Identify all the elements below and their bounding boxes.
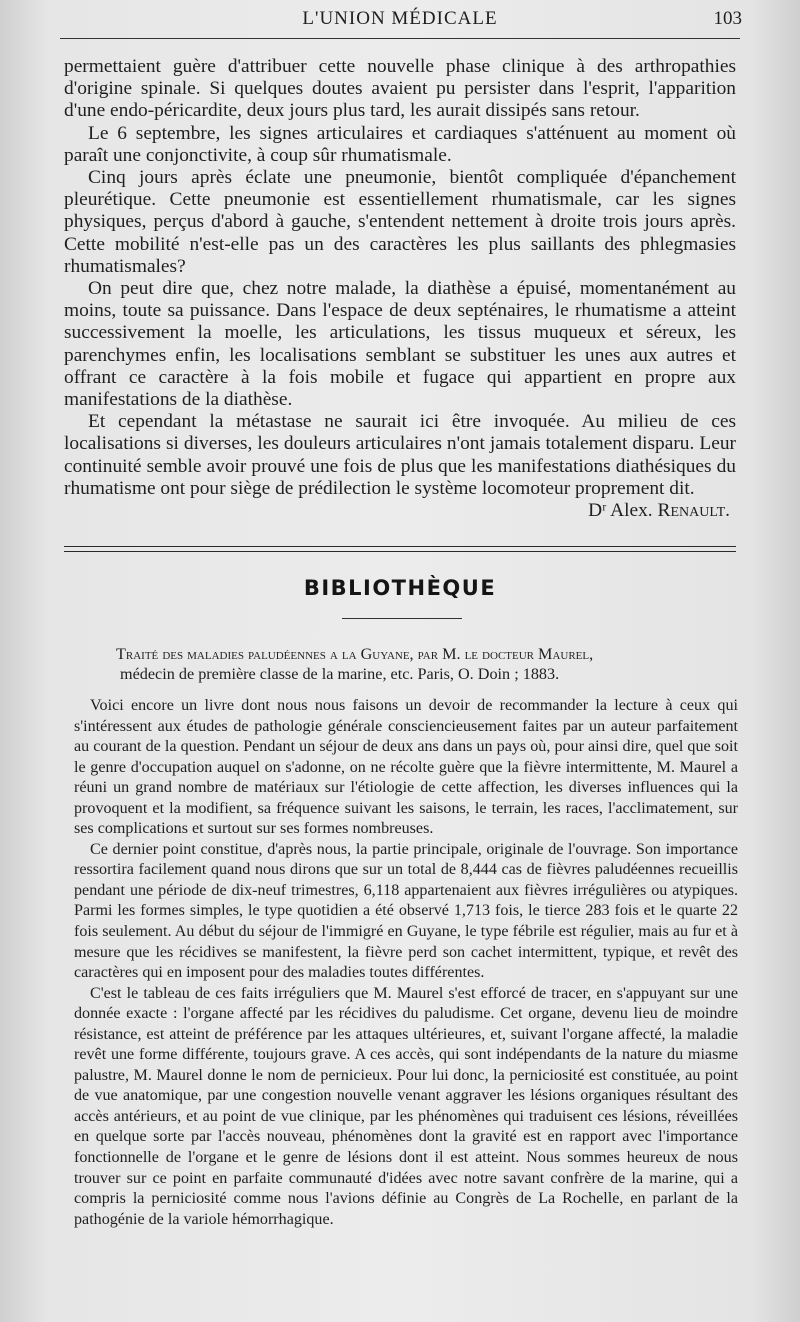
article-paragraph: On peut dire que, chez notre malade, la diathèse a épuisé, momentanément au moins, toute sa puissance. Dans l'espace de deux septénaires, le rhumatisme a atteint successivement la moelle, les articulations, les tissus muqueux et séreux, les parenchymes enfin, les localisations semblant se substituer les unes aux autres et offrant ce caractère à la fois mobile et fugace qui appartient en propre aux manifestations de la diathèse. — [64, 278, 736, 411]
header-rule — [60, 38, 740, 39]
review-paragraph: Ce dernier point constitue, d'après nous, la partie principale, originale de l'ouvrage. Son importance ressortira facilement quand nous dirons que sur un total de 8,444 cas de fièvres paludéennes recueillis pendant une période de dix-neuf trimestres, 6,118 appartenaient aux fièvres irrégulières ou atypiques. Parmi les formes simples, le type quotidien a été observé 1,713 fois, le tierce 283 fois et le quarte 22 fois seulement. Au début du séjour de l'immigré en Guyane, le type fébrile est régulier, mais au fur et à mesure que les récidives se manifestent, la fièvre perd son cachet intermittent, typique, et revêt des caractères qui en imposent pour des maladies toutes différentes. — [74, 840, 738, 982]
page-number: 103 — [713, 8, 742, 29]
section-title: BIBLIOTHÈQUE — [303, 576, 497, 600]
article-paragraph: permettaient guère d'attribuer cette nouvelle phase clinique à des arthropathies d'origine spinale. Si quelques doutes avaient pu persister dans l'esprit, l'apparition d'une endo-péricardite, deux jours plus tard, les aurait dissipés sans retour. — [64, 56, 736, 122]
signature-prefix: Dʳ Alex. — [588, 500, 653, 522]
signature — [64, 500, 736, 522]
running-header — [60, 6, 740, 34]
review-body — [74, 696, 738, 1230]
section-title-rule — [342, 618, 462, 619]
article-body — [64, 56, 736, 522]
signature-name: Renault. — [657, 500, 730, 522]
article-paragraph: Et cependant la métastase ne saurait ici être invoquée. Au milieu de ces localisations si diverses, les douleurs articulaires n'ont jamais totalement disparu. Leur continuité semble avoir prouvé une fois de plus que les manifestations diathésiques du rhumatisme ont pour siège de prédilection le système locomoteur proprement dit. — [64, 411, 736, 499]
journal-title: L'UNION MÉDICALE — [302, 8, 498, 29]
book-reference-title: Traité des maladies paludéennes a la Guyane, par M. le docteur Maurel, — [116, 645, 594, 663]
review-paragraph: Voici encore un livre dont nous nous faisons un devoir de recommander la lecture à ceux qui s'intéressent aux études de pathologie générale consciencieusement faites par un auteur parfaitement au courant de la question. Pendant un séjour de deux ans dans un pays où, pour ainsi dire, quel que soit le genre d'occupation auquel on s'adonne, on ne récolte guère que la fièvre intermittente, M. Maurel a réuni un grand nombre de matériaux sur l'étiologie de cette affection, les diverses influences qui la provoquent et la modifient, sa fréquence suivant les saisons, le terrain, les races, l'acclimatement, sur ses complications et surtout sur ses formes nombreuses. — [74, 697, 738, 838]
section-divider — [64, 546, 736, 552]
review-paragraph: C'est le tableau de ces faits irréguliers que M. Maurel s'est efforcé de tracer, en s'appuyant sur une donnée exacte : l'organe affecté par les récidives du paludisme. Cet organe, devenu lieu de moindre résistance, est atteint de préférence par les attaques ultérieures, et, suivant l'organe affecté, la maladie revêt une forme différente, toujours grave. A ces accès, qui sont indépendants de la nature du miasme palustre, M. Maurel donne le nom de pernicieux. Pour lui donc, la perniciosité est constituée, au point de vue anatomique, par une congestion nouvelle venant aggraver les lésions organiques résultant des accès antérieurs, et au point de vue clinique, par les phénomènes qui traduisent ces lésions, réveillées en quelque sorte par l'accès nouveau, phénomènes dont la gravité est en rapport avec l'importance fonctionnelle de l'organe et le genre de lésions dont il est atteint. Nous sommes heureux de nous trouver sur ce point en parfaite communauté d'idées avec notre savant confrère de la marine, qui a compris la perniciosité comme nous l'avions définie au Congrès de La Rochelle, en parlant de la pathogénie de la variole hémorrhagique. — [74, 984, 738, 1228]
book-reference — [100, 644, 738, 693]
article-paragraph: Cinq jours après éclate une pneumonie, bientôt compliquée d'épanchement pleurétique. Cette pneumonie est essentiellement rhumatismale, car les signes physiques, perçus d'abord à gauche, s'entendent nettement à droite trois jours après. Cette mobilité n'est-elle pas un des caractères les plus saillants des phlegmasies rhumatismales? — [64, 167, 736, 277]
book-reference-publisher: médecin de première classe de la marine, etc. Paris, O. Doin ; 1883. — [120, 665, 560, 684]
article-paragraph: Le 6 septembre, les signes articulaires et cardiaques s'atténuent au moment où paraît une conjonctivite, à coup sûr rhumatismale. — [64, 122, 736, 166]
